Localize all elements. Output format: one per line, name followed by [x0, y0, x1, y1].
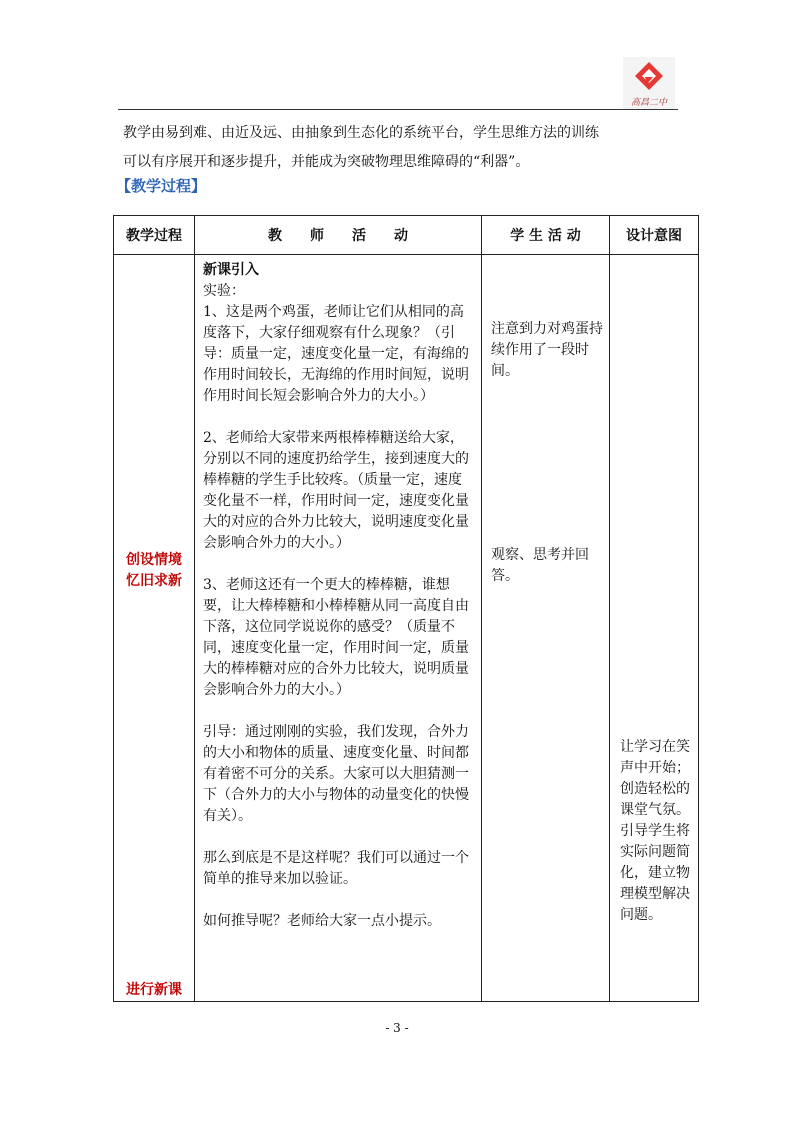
process-cell: [114, 255, 195, 1002]
header-student: 学 生 活 动: [482, 216, 610, 255]
intro-line-1: 教学由易到难、由近及远、由抽象到生态化的系统平台，学生思维方法的训练: [123, 125, 599, 141]
table-row: [114, 255, 699, 1002]
stage-label-new-lesson: 进行新课: [126, 982, 182, 998]
teacher-activity-cell: [195, 255, 482, 1002]
header-rule: [118, 109, 678, 110]
lesson-table: [113, 215, 699, 1002]
teacher-heading: 新课引入: [203, 262, 259, 278]
section-title: 【教学过程】: [116, 177, 207, 195]
teacher-hint: 如何推导呢？老师给大家一点小提示。: [203, 913, 441, 929]
intro-line-2: 可以有序展开和逐步提升，并能成为突破物理思维障碍的“利器”。: [123, 154, 530, 170]
teacher-guide: 引导：通过刚刚的实验，我们发现，合外力的大小和物体的质量、速度变化量、时间都有着密不可分的关系。大家可以大胆猜测一下（合外力的大小与物体的动量变化的快慢有关）。: [203, 724, 469, 824]
stage-label-intro: 创设情境忆旧求新: [126, 552, 182, 589]
intro-paragraph: [123, 119, 683, 177]
teacher-item-1: 1、这是两个鸡蛋，老师让它们从相同的高度落下，大家仔细观察有什么现象？（引导：质量一定，速度变化量一定，有海绵的作用时间较长，无海绵的作用时间短，说明作用时间长短会影响合外力的大小。）: [203, 304, 469, 404]
teacher-question: 那么到底是不是这样呢？我们可以通过一个简单的推导来加以验证。: [203, 850, 469, 887]
header-process: 教学过程: [114, 216, 195, 255]
student-activity-cell: [482, 255, 610, 1002]
design-intent-text: 让学习在笑声中开始；创造轻松的课堂气氛。引导学生将实际问题简化，建立物理模型解决问题。: [620, 739, 690, 923]
table-header-row: [114, 216, 699, 255]
experiment-label: 实验：: [203, 283, 245, 299]
teacher-item-3: 3、老师这还有一个更大的棒棒糖，谁想要，让大棒棒糖和小棒棒糖从同一高度自由下落，这位同学说说你的感受？（质量不同，速度变化量一定，作用时间一定，质量大的棒棒糖对应的合外力比较大，说明质量会影响合外力的大小。）: [203, 577, 469, 698]
page-number: - 3 -: [385, 1021, 409, 1035]
school-logo: [623, 57, 675, 109]
student-activity-1: 注意到力对鸡蛋持续作用了一段时间。: [491, 321, 603, 379]
logo-text: 高昌二中: [630, 98, 667, 108]
design-intent-cell: [610, 255, 699, 1002]
student-activity-2: 观察、思考并回答。: [491, 547, 589, 584]
teacher-item-2: 2、老师给大家带来两根棒棒糖送给大家，分别以不同的速度扔给学生，接到速度大的棒棒糖的学生手比较疼。（质量一定，速度变化量不一样，作用时间一定，速度变化量大的对应的合外力比较大，说明速度变化量会影响合外力的大小。）: [203, 430, 469, 551]
header-teacher: 教 师 活 动: [195, 216, 482, 255]
header-design: 设计意图: [610, 216, 699, 255]
